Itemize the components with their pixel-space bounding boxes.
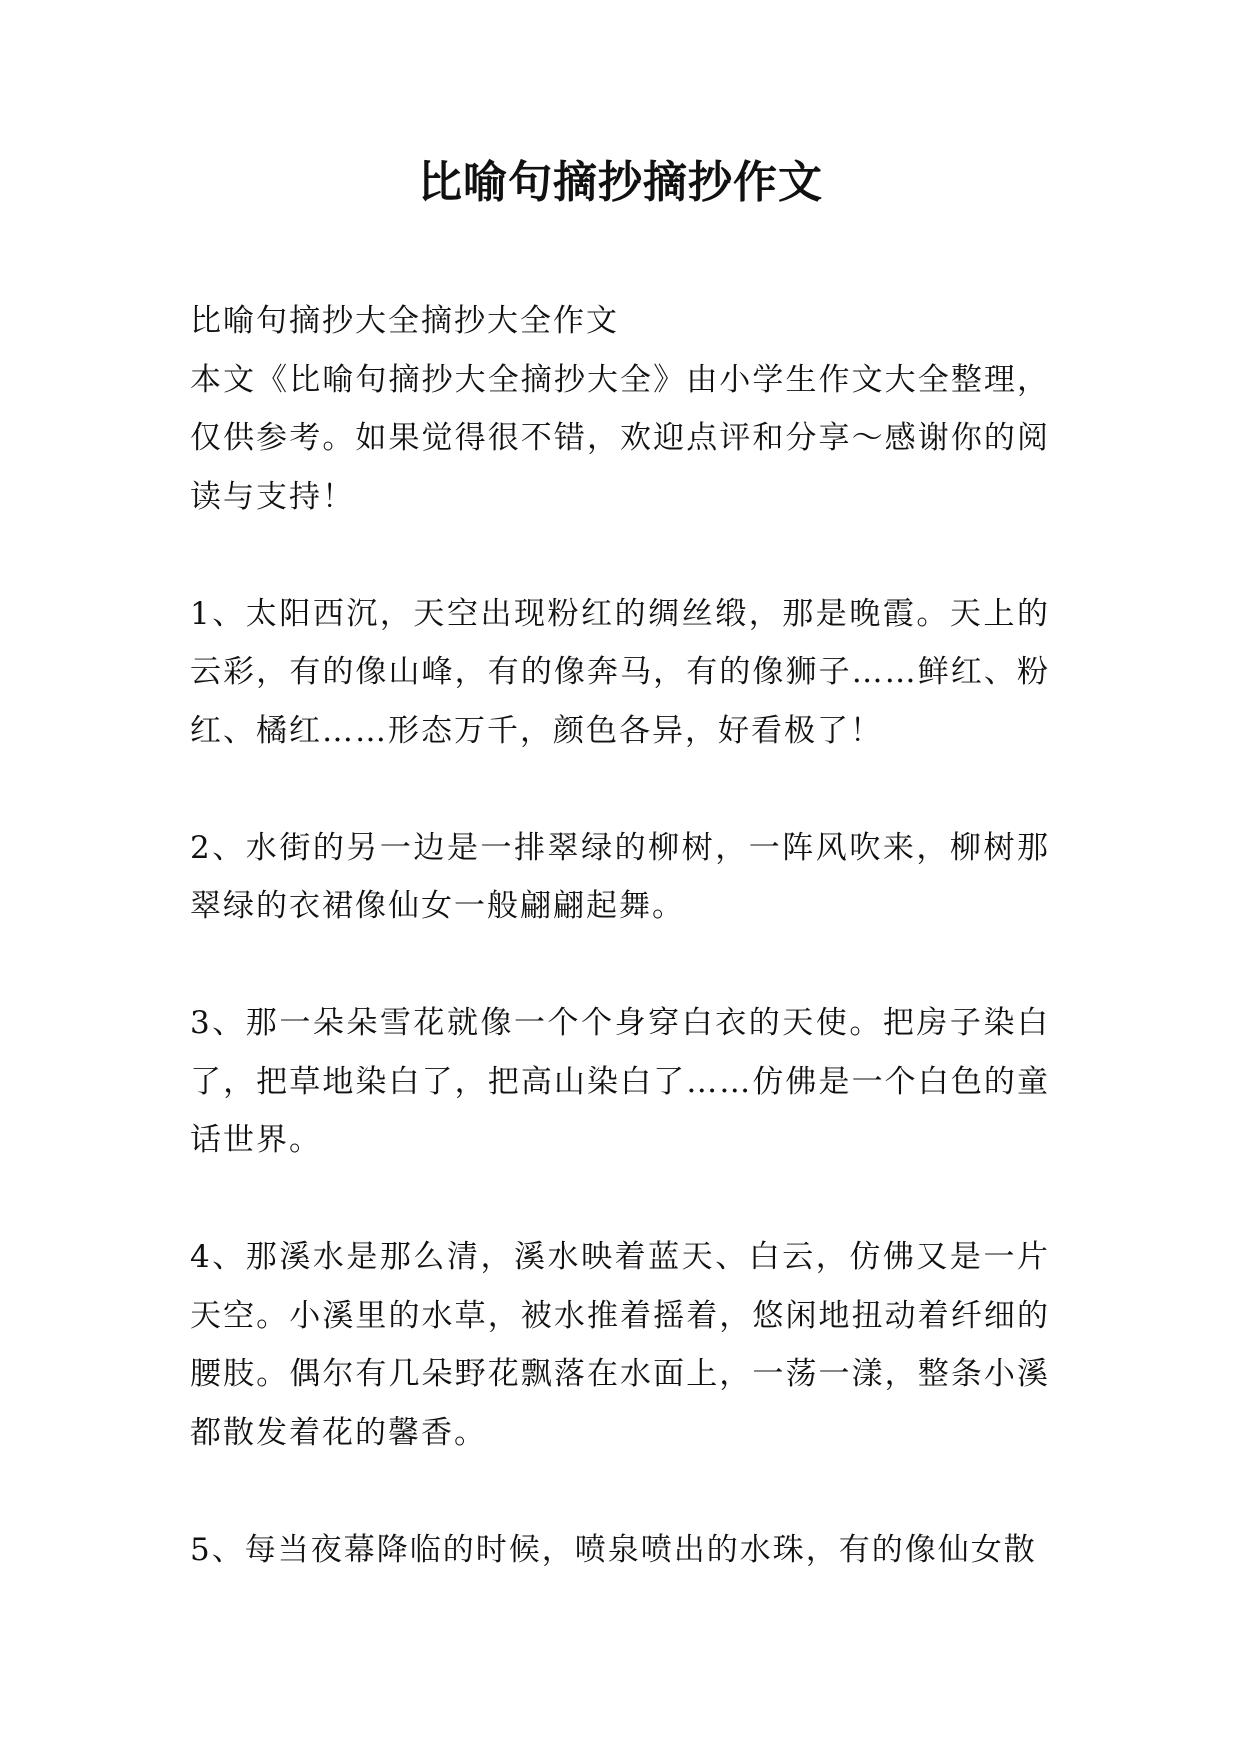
list-item: 2、水街的另一边是一排翠绿的柳树，一阵风吹来，柳树那翠绿的衣裙像仙女一般翩翩起舞。 [190,829,1050,924]
list-item: 5、每当夜幕降临的时候，喷泉喷出的水珠，有的像仙女散 [190,1531,1037,1568]
list-item: 4、那溪水是那么清，溪水映着蓝天、白云，仿佛又是一片天空。小溪里的水草，被水推着摇着，悠闲地扭动着纤细的腰肢。偶尔有几朵野花飘落在水面上，一荡一漾，整条小溪都散发着花的馨香。 [190,1239,1050,1451]
list-item: 3、那一朵朵雪花就像一个个身穿白衣的天使。把房子染白了，把草地染白了，把高山染白了……仿佛是一个白色的童话世界。 [190,1005,1050,1158]
document-body [190,292,1050,1638]
list-item: 1、太阳西沉，天空出现粉红的绸丝缎，那是晚霞。天上的云彩，有的像山峰，有的像奔马，有的像狮子……鲜红、粉红、橘红……形态万千，颜色各异，好看极了！ [190,595,1050,749]
document-title: 比喻句摘抄摘抄作文 [418,157,823,208]
document-subtitle: 比喻句摘抄大全摘抄大全作文 [190,303,619,339]
intro-paragraph: 本文《比喻句摘抄大全摘抄大全》由小学生作文大全整理，仅供参考。如果觉得很不错，欢迎点评和分享～感谢你的阅读与支持！ [190,361,1050,515]
